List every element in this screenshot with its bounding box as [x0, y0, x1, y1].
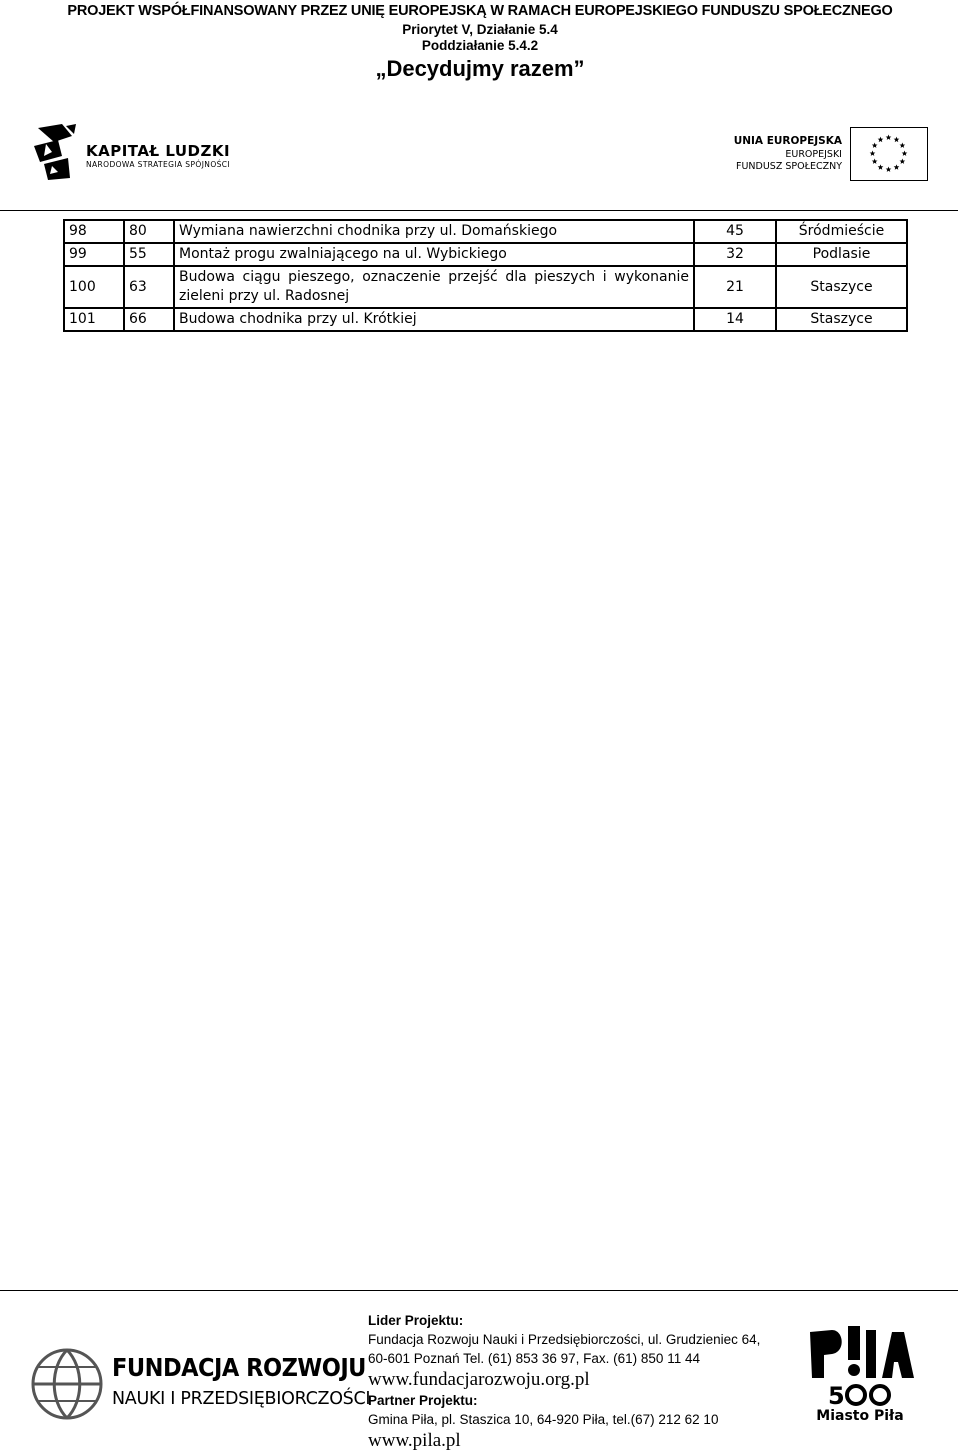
cell-number: 98	[64, 220, 124, 243]
table-row	[64, 220, 907, 243]
cell-description: Budowa chodnika przy ul. Krótkiej	[174, 308, 694, 331]
cell-description: Budowa ciągu pieszego, oznaczenie przejść dla pieszych i wykonanie zieleni przy ul. Radosnej	[174, 266, 694, 308]
footer-divider	[0, 1290, 958, 1291]
partner-label: Partner Projektu:	[368, 1393, 478, 1408]
eu-star-icon	[878, 164, 884, 169]
leader-label: Lider Projektu:	[368, 1313, 464, 1328]
cell-area: Śródmieście	[776, 220, 907, 243]
fundacja-subtitle: NAUKI I PRZEDSIĘBIORCZOŚCI	[112, 1389, 371, 1409]
pila-500-emblem-icon	[800, 1322, 920, 1408]
partner-address: Gmina Piła, pl. Staszica 10, 64-920 Piła, tel.(67) 212 62 10	[368, 1412, 719, 1427]
ue-line3: FUNDUSZ SPOŁECZNY	[736, 161, 842, 172]
eu-star-icon	[902, 151, 908, 156]
leader-address: Fundacja Rozwoju Nauki i Przedsiębiorczości, ul. Grudzieniec 64,	[368, 1332, 761, 1347]
cell-id: 55	[124, 243, 174, 266]
eu-flag-icon	[850, 127, 928, 181]
table-row	[64, 266, 907, 308]
eu-star-icon	[878, 137, 884, 142]
cell-number: 99	[64, 243, 124, 266]
kapital-ludzki-subtitle: NARODOWA STRATEGIA SPÓJNOŚCI	[86, 160, 231, 169]
cell-id: 80	[124, 220, 174, 243]
header-subaction-line: Poddziałanie 5.4.2	[421, 38, 539, 53]
kapital-ludzki-logo	[32, 122, 232, 184]
cell-description: Montaż progu zwalniającego na ul. Wybickiego	[174, 243, 694, 266]
eu-star-icon	[872, 159, 878, 164]
footer-contact	[368, 1311, 788, 1452]
eu-star-icon	[900, 143, 906, 148]
eu-star-icon	[894, 164, 900, 169]
fundacja-emblem-icon	[30, 1347, 104, 1421]
fundacja-rozwoju-logo	[30, 1345, 371, 1425]
cell-votes: 21	[694, 266, 776, 308]
cell-number: 101	[64, 308, 124, 331]
cell-area: Staszyce	[776, 308, 907, 331]
svg-text:5: 5	[828, 1382, 845, 1408]
header-divider	[0, 210, 958, 211]
cell-votes: 32	[694, 243, 776, 266]
cell-id: 63	[124, 266, 174, 308]
partner-website-link[interactable]: www.pila.pl	[368, 1430, 461, 1451]
cell-description: Wymiana nawierzchni chodnika przy ul. Domańskiego	[174, 220, 694, 243]
kapital-ludzki-emblem-icon	[32, 122, 78, 182]
pila-caption: Miasto Piła	[816, 1408, 904, 1424]
leader-phone: 60-601 Poznań Tel. (61) 853 36 97, Fax. (61) 850 11 44	[368, 1351, 700, 1366]
eu-star-icon	[886, 135, 892, 140]
pila-logo	[800, 1322, 920, 1432]
kapital-ludzki-name: KAPITAŁ LUDZKI	[86, 142, 231, 160]
ue-efs-logo	[728, 125, 930, 183]
eu-star-icon	[870, 151, 876, 156]
header-slogan: „Decydujmy razem”	[375, 56, 585, 81]
ue-line1: UNIA EUROPEJSKA	[733, 135, 842, 147]
eu-star-icon	[886, 167, 892, 172]
eu-star-icon	[872, 143, 878, 148]
cell-id: 66	[124, 308, 174, 331]
cell-number: 100	[64, 266, 124, 308]
cell-area: Staszyce	[776, 266, 907, 308]
projects-table	[63, 219, 908, 332]
eu-star-icon	[894, 137, 900, 142]
table-row	[64, 308, 907, 331]
header-priority-line: Priorytet V, Działanie 5.4	[402, 22, 558, 37]
eu-star-icon	[900, 159, 906, 164]
cell-votes: 14	[694, 308, 776, 331]
table-row	[64, 243, 907, 266]
fundacja-name: FUNDACJA ROZWOJU	[112, 1353, 366, 1382]
header-project-line: PROJEKT WSPÓŁFINANSOWANY PRZEZ UNIĘ EUROPEJSKĄ W RAMACH EUROPEJSKIEGO FUNDUSZU SPOŁECZNEGO	[67, 3, 893, 19]
cell-votes: 45	[694, 220, 776, 243]
ue-line2: EUROPEJSKI	[785, 149, 842, 160]
leader-website-link[interactable]: www.fundacjarozwoju.org.pl	[368, 1369, 590, 1390]
cell-area: Podlasie	[776, 243, 907, 266]
